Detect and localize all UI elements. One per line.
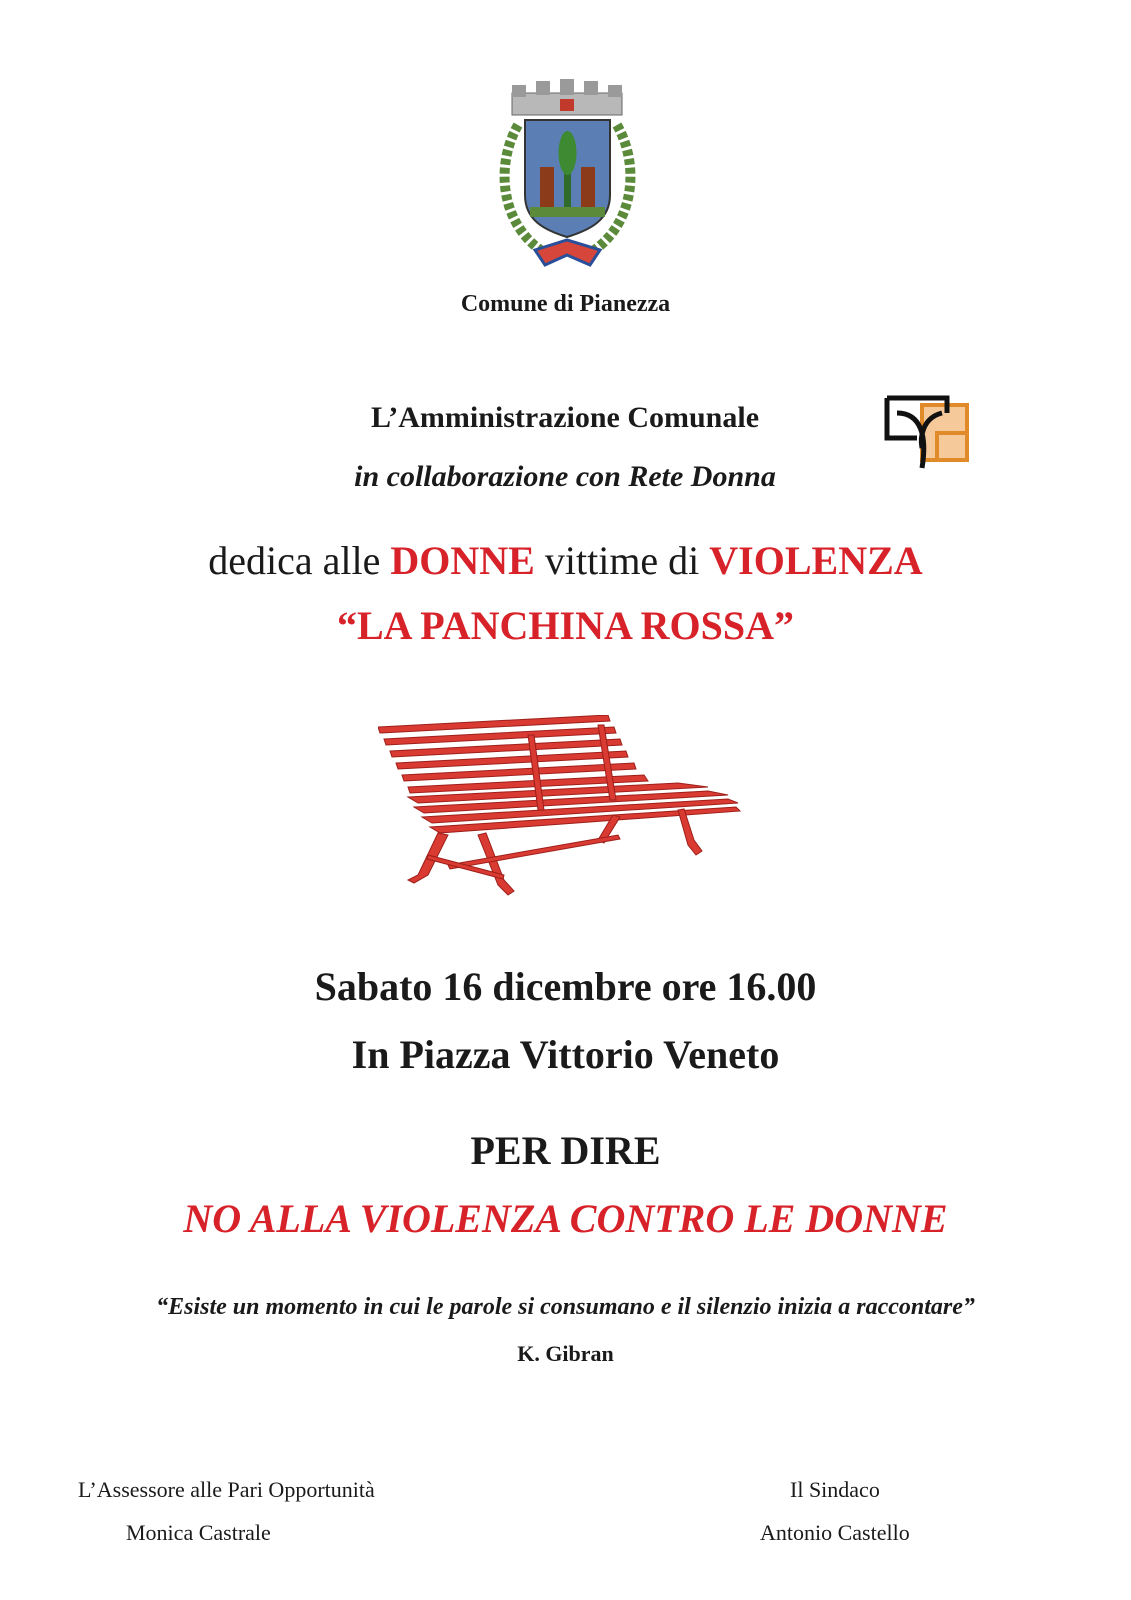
dedication-line	[0, 537, 1131, 584]
municipality-name: Comune di Pianezza	[460, 291, 671, 317]
quote-author: K. Gibran	[517, 1341, 614, 1366]
dedication-part1: dedica alle	[208, 538, 391, 583]
highlight-donne: DONNE	[390, 538, 535, 583]
dedication-part2: vittime di	[534, 538, 710, 583]
signature-right-role: Il Sindaco	[790, 1477, 880, 1502]
signature-right-name: Antonio Castello	[760, 1520, 910, 1545]
event-place: In Piazza Vittorio Veneto	[351, 1032, 780, 1077]
event-date: Sabato 16 dicembre ore 16.00	[314, 964, 817, 1009]
quote-text: “Esiste un momento in cui le parole si consumano e il silenzio inizia a raccontare”	[156, 1294, 975, 1320]
signature-left-name: Monica Castrale	[126, 1520, 271, 1545]
event-title: “LA PANCHINA ROSSA”	[336, 603, 795, 648]
collaboration-line: in collaborazione con Rete Donna	[354, 460, 776, 493]
rete-donna-logo-icon	[882, 393, 982, 478]
signature-left-role: L’Assessore alle Pari Opportunità	[78, 1477, 375, 1502]
administration-line: L’Amministrazione Comunale	[370, 401, 760, 434]
message-lead: PER DIRE	[470, 1128, 661, 1173]
slogan: NO ALLA VIOLENZA CONTRO LE DONNE	[183, 1196, 948, 1241]
coat-of-arms-icon	[490, 75, 645, 275]
red-bench-image	[378, 715, 753, 915]
highlight-violenza: VIOLENZA	[709, 538, 923, 583]
